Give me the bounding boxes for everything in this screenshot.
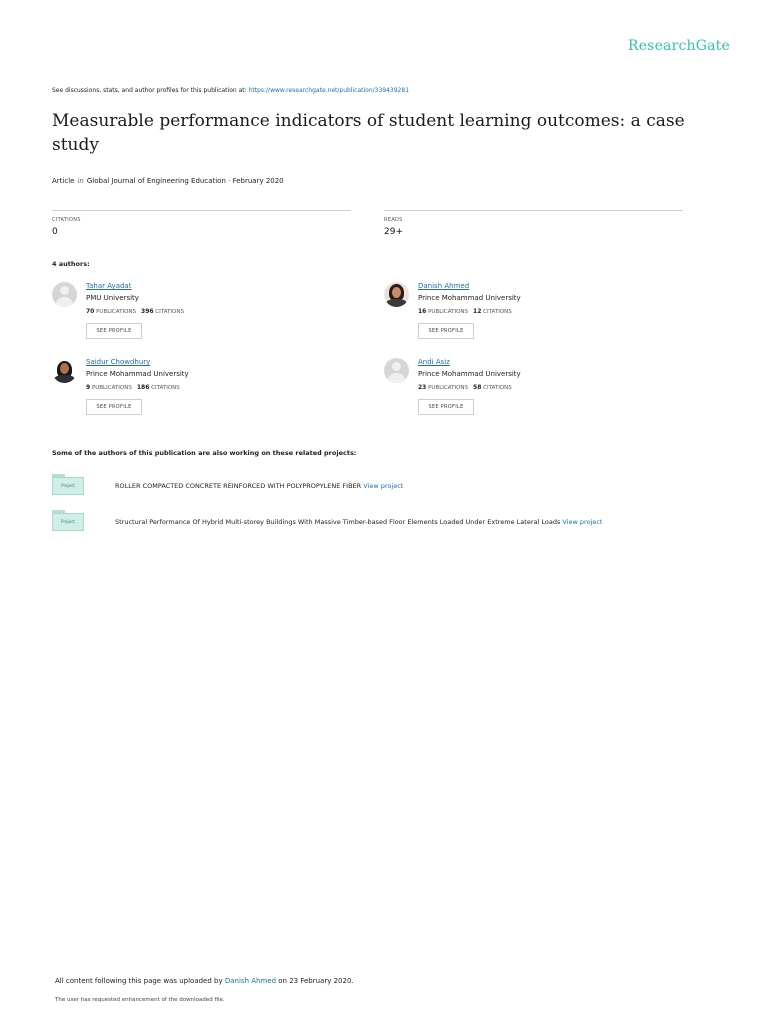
publications-count: 9	[86, 384, 91, 391]
reads-stat	[384, 210, 683, 237]
project-icon-label: Project	[61, 483, 75, 488]
see-profile-button[interactable]: SEE PROFILE	[418, 399, 474, 415]
author-card	[384, 282, 674, 352]
author-name-link[interactable]: Danish Ahmed	[418, 282, 470, 290]
publications-count: 16	[418, 308, 427, 315]
citations-stat	[52, 210, 351, 237]
authors-heading: 4 authors:	[52, 260, 90, 268]
citations-count-label: CITATIONS	[483, 309, 512, 315]
publications-label: PUBLICATIONS	[428, 309, 469, 315]
author-counts	[418, 384, 512, 391]
author-institution: Prince Mohammad University	[418, 294, 521, 302]
author-photo[interactable]	[384, 282, 409, 307]
publication-meta	[52, 177, 284, 185]
publications-count: 70	[86, 308, 95, 315]
author-photo[interactable]	[52, 358, 77, 383]
upload-note	[55, 977, 354, 985]
placeholder-avatar-icon[interactable]	[384, 358, 409, 383]
upload-prefix: All content following this page was uploaded by	[55, 977, 223, 985]
author-card	[52, 282, 342, 352]
project-folder-icon[interactable]	[52, 510, 84, 532]
enhancement-note: The user has requested enhancement of the downloaded file.	[55, 997, 225, 1003]
project-title	[115, 482, 403, 490]
publication-title: Measurable performance indicators of student learning outcomes: a case study	[52, 111, 685, 155]
discussion-note	[52, 87, 409, 94]
author-card	[384, 358, 674, 428]
author-name-link[interactable]: Saidur Chowdhury	[86, 358, 151, 366]
publication-link[interactable]: https://www.researchgate.net/publication/339439281	[248, 87, 410, 94]
citations-count: 186	[136, 384, 150, 391]
project-folder-icon[interactable]	[52, 474, 84, 496]
reads-label: READS	[384, 217, 403, 223]
see-profile-button[interactable]: SEE PROFILE	[86, 399, 142, 415]
author-name-link[interactable]: Andi Asiz	[418, 358, 450, 366]
view-project-link[interactable]: View project	[562, 518, 603, 526]
citations-value: 0	[52, 227, 58, 237]
author-counts	[86, 384, 180, 391]
publications-count: 23	[418, 384, 427, 391]
citations-count: 396	[141, 308, 154, 315]
see-profile-button[interactable]: SEE PROFILE	[86, 323, 142, 339]
project-name: Structural Performance Of Hybrid Multi-storey Buildings With Massive Timber-based Floor Elements Loaded Under Extreme Lateral Loads	[115, 518, 561, 526]
related-project	[52, 510, 752, 534]
author-counts	[86, 308, 184, 315]
citations-label: CITATIONS	[52, 217, 81, 223]
related-project	[52, 474, 752, 498]
publications-label: PUBLICATIONS	[96, 309, 137, 315]
author-card	[52, 358, 342, 428]
citations-count-label: CITATIONS	[155, 309, 184, 315]
publications-label: PUBLICATIONS	[91, 385, 132, 391]
author-institution: PMU University	[86, 294, 139, 302]
view-project-link[interactable]: View project	[363, 482, 404, 490]
citations-count: 58	[473, 384, 482, 391]
project-icon-label: Project	[61, 519, 75, 524]
author-name-link[interactable]: Tahar Ayadat	[86, 282, 132, 290]
author-institution: Prince Mohammad University	[418, 370, 521, 378]
article-type: Article	[52, 177, 75, 185]
related-projects-heading: Some of the authors of this publication are also working on these related projects:	[52, 449, 357, 457]
project-name: ROLLER COMPACTED CONCRETE REINFORCED WITH POLYPROPYLENE FIBER	[115, 482, 362, 490]
author-institution: Prince Mohammad University	[86, 370, 189, 378]
project-title	[115, 518, 602, 526]
journal-info: Global Journal of Engineering Education · February 2020	[86, 177, 284, 185]
placeholder-avatar-icon[interactable]	[52, 282, 77, 307]
citations-count-label: CITATIONS	[483, 385, 512, 391]
citations-count-label: CITATIONS	[151, 385, 180, 391]
citations-count: 12	[473, 308, 482, 315]
author-counts	[418, 308, 512, 315]
upload-suffix: on 23 February 2020.	[278, 977, 354, 985]
researchgate-logo: ResearchGate	[627, 38, 730, 54]
see-profile-button[interactable]: SEE PROFILE	[418, 323, 474, 339]
discussion-text: See discussions, stats, and author profiles for this publication at:	[52, 87, 247, 94]
uploader-link[interactable]: Danish Ahmed	[224, 977, 277, 985]
reads-value: 29+	[384, 227, 403, 237]
in-label: in	[77, 177, 84, 185]
publications-label: PUBLICATIONS	[428, 385, 469, 391]
